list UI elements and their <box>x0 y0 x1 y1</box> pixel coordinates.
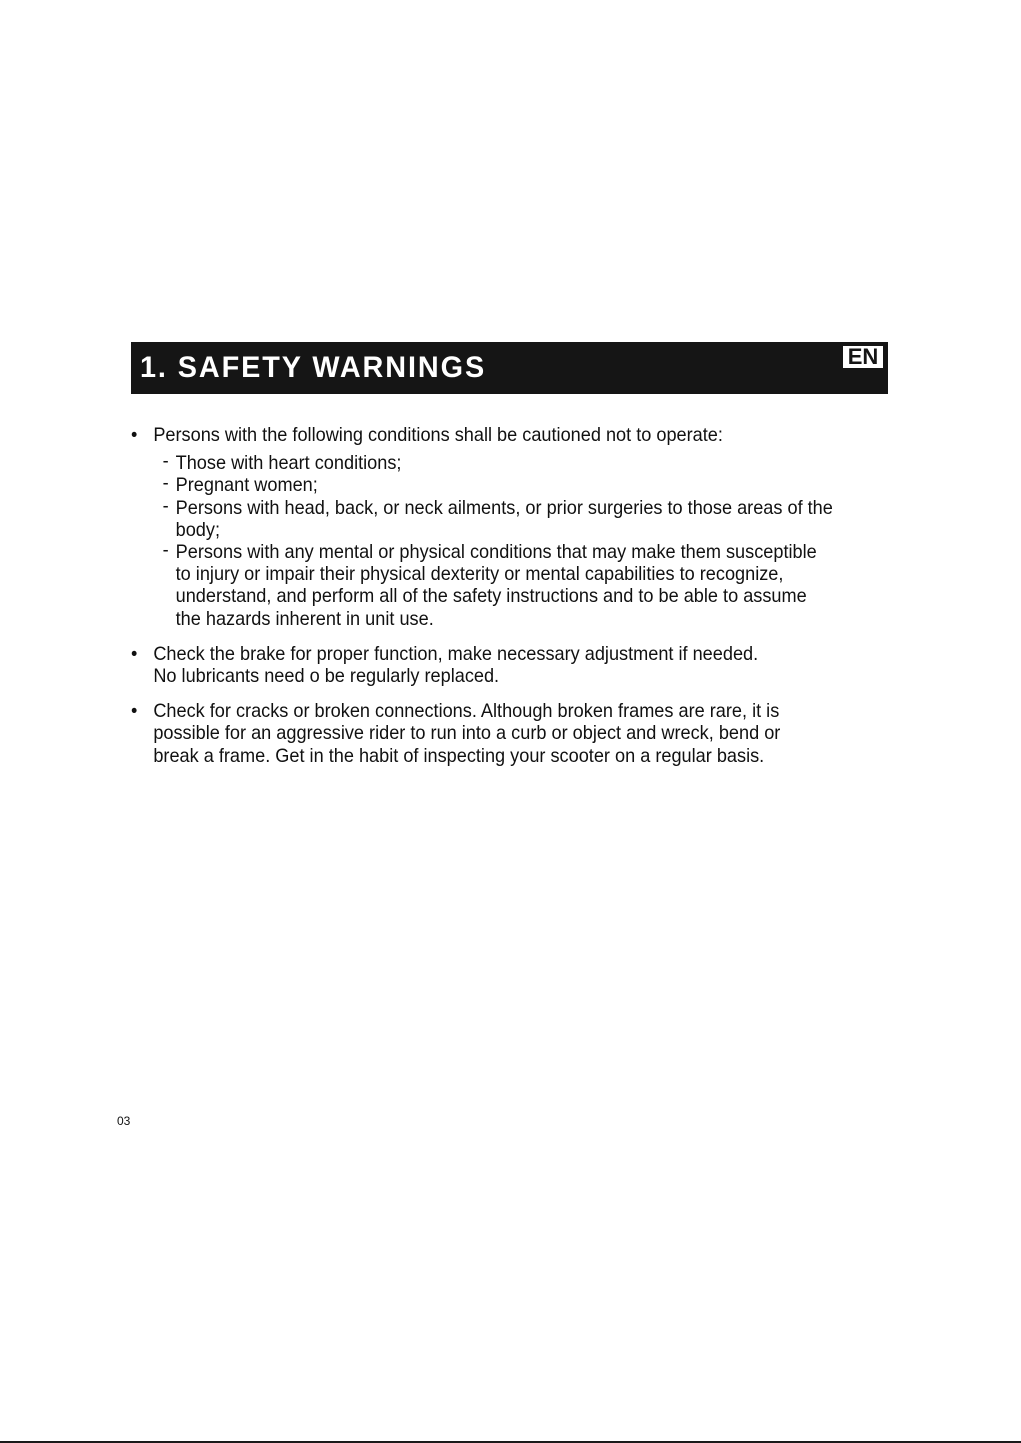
bullet-icon: • <box>131 424 138 446</box>
condition-text: Pregnant women; <box>175 474 318 497</box>
warning-item-conditions <box>131 424 838 630</box>
section-header-bar <box>131 342 888 394</box>
warning-text: Check the brake for proper function, make necessary adjustment if needed. No lubricants need o be regularly replaced. <box>153 642 759 688</box>
safety-warnings-content <box>131 424 838 780</box>
section-title: 1. SAFETY WARNINGS <box>140 351 487 384</box>
condition-item <box>153 541 837 630</box>
condition-text: Those with heart conditions; <box>175 452 402 475</box>
condition-text: Persons with any mental or physical conditions that may make them susceptible to injury or impair their physical dexterity or mental capabilities to recognize, understand, and perform all of the safety instructions and to be able to assume the hazards inherent in unit use. <box>175 541 817 630</box>
warning-item-frame <box>131 700 838 767</box>
conditions-sublist <box>153 452 837 630</box>
condition-text: Persons with head, back, or neck ailments, or prior surgeries to those areas of the body; <box>175 496 833 541</box>
bullet-icon: • <box>131 642 138 665</box>
warnings-list <box>131 424 838 767</box>
language-badge: EN <box>841 344 885 370</box>
page-number: 03 <box>117 1114 131 1128</box>
dash-icon: - <box>162 450 169 473</box>
condition-item <box>153 452 837 474</box>
condition-item <box>153 494 837 541</box>
dash-icon: - <box>162 494 169 517</box>
dash-icon: - <box>162 539 169 562</box>
dash-icon: - <box>162 472 169 495</box>
warning-item-brake <box>131 643 838 687</box>
condition-item <box>153 474 837 496</box>
bullet-icon: • <box>131 700 138 723</box>
warning-text: Persons with the following conditions shall be cautioned not to operate: <box>153 424 723 446</box>
warning-text: Check for cracks or broken connections. Although broken frames are rare, it is possible for an aggressive rider to run into a curb or object and wreck, bend or break a frame. Get in the habit of inspecting your scooter on a regular basis. <box>153 700 781 767</box>
